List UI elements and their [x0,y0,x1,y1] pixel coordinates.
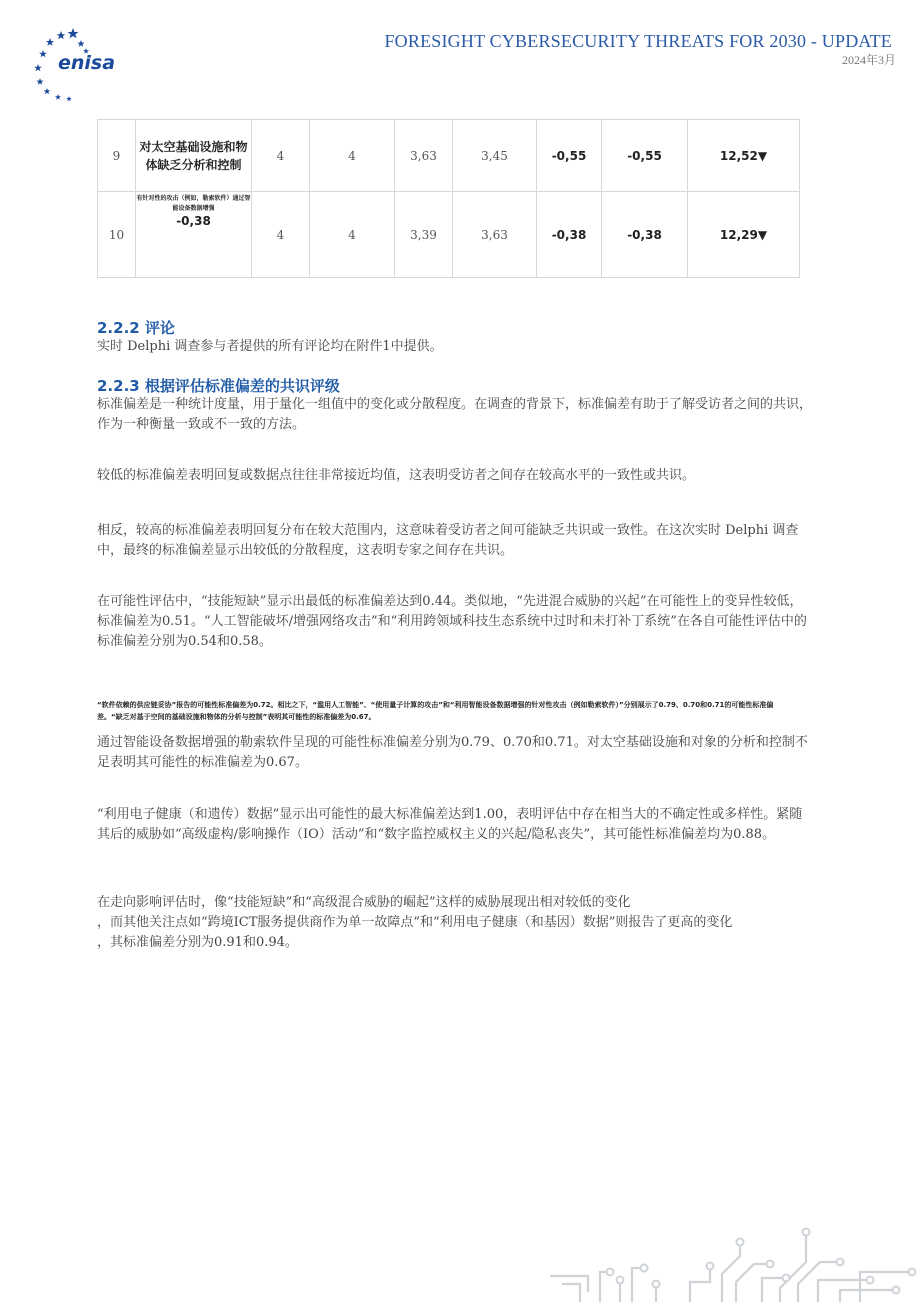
paragraph: 在可能性评估中，“技能短缺”显示出最低的标准偏差达到0.44。类似地，“先进混合威胁的兴起”在可能性上的变异性较低，标准偏差为0.51。“人工智能破坏/增强网络攻击”和“利用跨领域科技生态系统中过时和未打补丁系统”在各自可能性评估中的标准偏差分别为0.54和0.58。 [97,594,807,649]
score-cell: 4 [310,192,395,278]
total-cell: 12,52▼ [688,120,800,192]
threat-ranking-table [97,119,800,278]
delta-cell: -0,38 [602,192,688,278]
total-cell: 12,29▼ [688,192,800,278]
enisa-wordmark: enisa [58,52,116,74]
paragraph-line: 在走向影响评估时，像“技能短缺”和“高级混合威胁的崛起”这样的威胁展现出相对较低的变化 [97,895,631,910]
document-title: FORESIGHT CYBERSECURITY THREATS FOR 2030 - UPDATE [384,31,892,51]
threat-name-cell [136,192,252,278]
score-cell: 3,45 [453,120,537,192]
threat-name-value: -0,38 [176,214,211,228]
score-cell: 4 [310,120,395,192]
rank-cell: 9 [98,120,136,192]
paragraph [97,893,815,953]
paragraph: 通过智能设备数据增强的勒索软件呈现的可能性标准偏差分别为0.79、0.70和0.71。对太空基础设施和对象的分析和控制不足表明其可能性的标准偏差为0.67。 [97,735,808,770]
score-cell: 3,63 [453,192,537,278]
score-cell: 3,63 [395,120,453,192]
score-cell: 4 [252,192,310,278]
paragraph-line: ，其标准偏差分别为0.91和0.94。 [97,935,298,950]
paragraph-small: “软件依赖的供应链妥协”报告的可能性标准偏差为0.72。相比之下，“滥用人工智能”、“使用量子计算的攻击”和“利用智能设备数据增强的针对性攻击（例如勒索软件）”分别展示了0.79、0.70和0.71的可能性标准偏差。“缺乏对基于空间的基础设施和物体的分析与控制”表明其可能性的标准偏差为0.67。 [97,701,774,721]
score-cell: 3,39 [395,192,453,278]
paragraph: 标准偏差是一种统计度量，用于量化一组值中的变化或分散程度。在调查的背景下，标准偏差有助于了解受访者之间的共识，作为一种衡量一致或不一致的方法。 [97,397,813,432]
table-row [98,192,800,278]
threat-name-cell [136,120,252,192]
score-cell: 4 [252,120,310,192]
paragraph: 较低的标准偏差表明回复或数据点往往非常接近均值，这表明受访者之间存在较高水平的一致性或共识。 [97,468,696,483]
delta-cell: -0,38 [537,192,602,278]
section-heading-consensus: 2.2.3 根据评估标准偏差的共识评级 [97,377,340,395]
threat-name: 对太空基础设施和物体缺乏分析和控制 [139,139,248,172]
table-row [98,120,800,192]
paragraph-line: ，而其他关注点如“跨境ICT服务提供商作为单一故障点”和“利用电子健康（和基因）数据”则报告了更高的变化 [97,915,733,930]
threat-name: 有针对性的攻击（例如，勒索软件）通过智能设备数据增强 [136,195,251,212]
paragraph: 实时 Delphi 调查参与者提供的所有评论均在附件1中提供。 [97,339,443,354]
paragraph: “利用电子健康（和遗传）数据”显示出可能性的最大标准偏差达到1.00，表明评估中存在相当大的不确定性或多样性。紧随其后的威胁如“高级虚构/影响操作（IO）活动”和“数字监控威权主义的兴起/隐私丧失”，其可能性标准偏差均为0.88。 [97,807,803,842]
delta-cell: -0,55 [602,120,688,192]
section-heading-comments: 2.2.2 评论 [97,319,175,337]
delta-cell: -0,55 [537,120,602,192]
circuit-decoration [540,1222,920,1302]
paragraph: 相反，较高的标准偏差表明回复分布在较大范围内，这意味着受访者之间可能缺乏共识或一致性。在这次实时 Delphi 调查中，最终的标准偏差显示出较低的分散程度，这表明专家之间存在共识。 [97,523,799,558]
document-date: 2024年3月 [841,53,896,67]
rank-cell: 10 [98,192,136,278]
